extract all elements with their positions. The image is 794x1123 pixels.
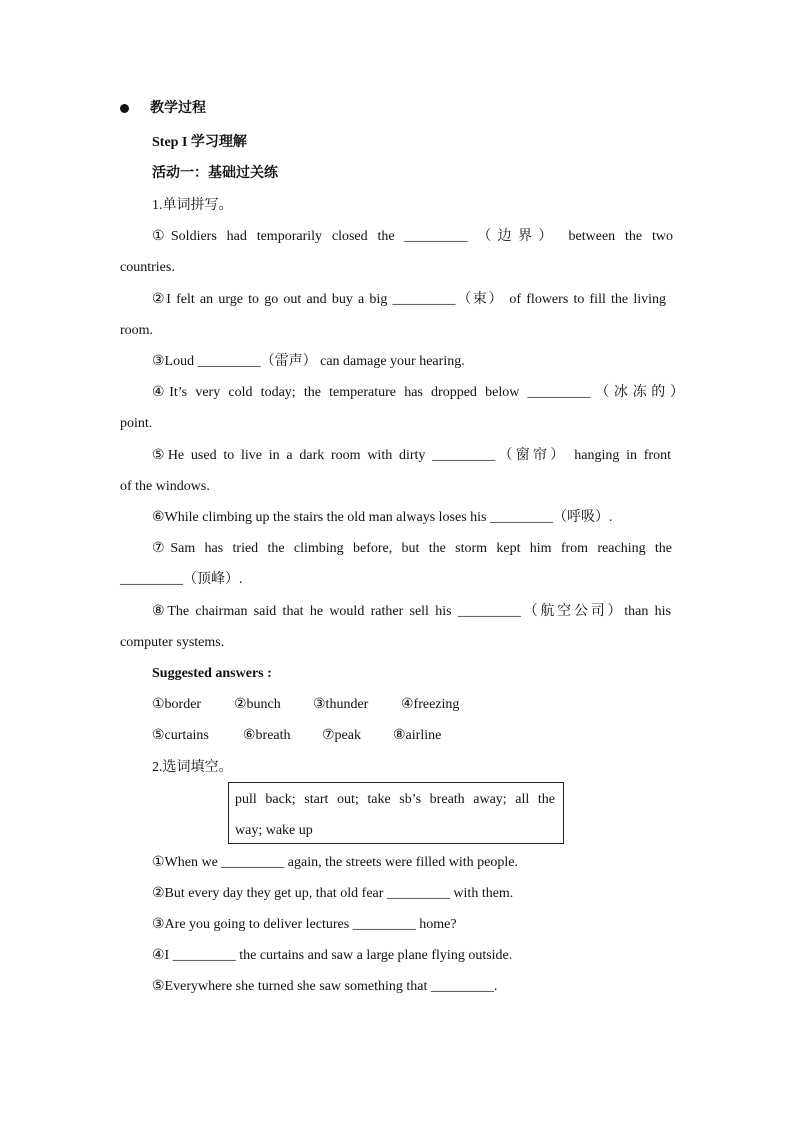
step-title: Step I 学习理解 xyxy=(152,135,247,150)
spelling-item-1-line2: countries. xyxy=(120,260,175,275)
answer-4: ④freezing xyxy=(401,697,460,712)
spelling-item-7-line2: _________（顶峰）. xyxy=(120,572,243,587)
bullet-icon xyxy=(120,104,129,113)
section-heading: 教学过程 xyxy=(150,101,206,116)
answer-1: ①border xyxy=(152,697,202,712)
fill-item-5: ⑤Everywhere she turned she saw something that _________. xyxy=(152,979,498,994)
spelling-item-4-line2: point. xyxy=(120,416,153,431)
spelling-item-2-line1: ②I felt an urge to go out and buy a big _________（束） of flowers to fill the living xyxy=(152,292,666,307)
fill-item-1: ①When we _________ again, the streets were filled with people. xyxy=(152,855,518,870)
fill-item-2: ②But every day they get up, that old fear _________ with them. xyxy=(152,886,514,901)
spelling-item-5-line2: of the windows. xyxy=(120,479,210,494)
word-bank-line1: pull back; start out; take sb’s breath away; all the xyxy=(235,792,555,807)
spelling-item-5-line1: ⑤He used to live in a dark room with dirty _________（窗帘） hanging in front xyxy=(152,448,671,463)
answers-label: Suggested answers : xyxy=(152,666,272,681)
answer-3: ③thunder xyxy=(313,697,369,712)
part1-title: 1.单词拼写。 xyxy=(152,198,233,213)
spelling-item-2-line2: room. xyxy=(120,323,154,338)
answers-row-1 xyxy=(152,695,459,715)
word-bank-line2: way; wake up xyxy=(235,823,313,838)
activity-title: 活动一：基础过关练 xyxy=(152,166,278,181)
answer-6: ⑥breath xyxy=(243,728,291,743)
fill-item-4: ④I _________ the curtains and saw a large plane flying outside. xyxy=(152,948,513,963)
answer-8: ⑧airline xyxy=(393,728,442,743)
answer-5: ⑤curtains xyxy=(152,728,209,743)
spelling-item-8-line2: computer systems. xyxy=(120,635,225,650)
spelling-item-6-line1: ⑥While climbing up the stairs the old man always loses his _________（呼吸）. xyxy=(152,510,613,525)
fill-item-3: ③Are you going to deliver lectures _________ home? xyxy=(152,917,457,932)
part2-title: 2.选词填空。 xyxy=(152,760,233,775)
answers-row-2 xyxy=(152,726,441,746)
answer-7: ⑦peak xyxy=(322,728,361,743)
spelling-item-3-line1: ③Loud _________（雷声） can damage your hearing. xyxy=(152,354,465,369)
answer-2: ②bunch xyxy=(234,697,281,712)
spelling-item-1-line1: ①Soldiers had temporarily closed the _________ （边界） between the two xyxy=(152,229,673,244)
word-bank-box xyxy=(228,782,564,844)
spelling-item-4-line1: ④It’s very cold today; the temperature has dropped below _________（冰冻的） xyxy=(152,385,684,400)
spelling-item-7-line1: ⑦Sam has tried the climbing before, but the storm kept him from reaching the xyxy=(152,541,672,556)
spelling-item-8-line1: ⑧The chairman said that he would rather sell his _________（航空公司）than his xyxy=(152,604,671,619)
